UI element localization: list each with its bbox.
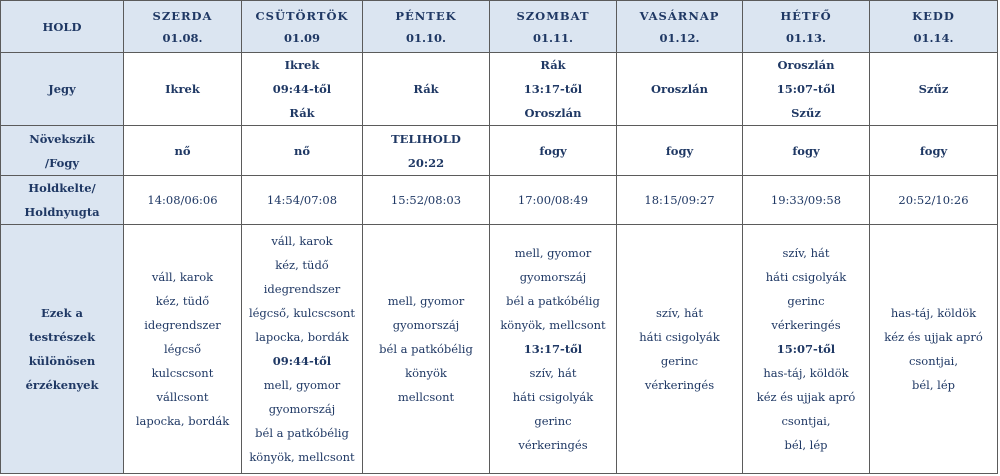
body-part-line: has-táj, köldök [763,366,849,381]
day-date: 01.11. [532,30,573,45]
body-part-line: légcső [163,342,202,357]
day-header [124,1,242,53]
body-part-line: gerinc [787,294,825,309]
day-name: HÉTFŐ [780,8,832,23]
cell-holdkelte: 14:08/06:06 [124,176,242,225]
cell-holdkelte: 15:52/08:03 [363,176,490,225]
body-part-line: csontjai, [781,414,831,429]
cell-novekszik: nő [124,126,242,176]
body-part-line: mell, gyomor [263,378,341,393]
body-part-line: mell, gyomor [514,246,592,261]
time-marker: 15:07-től [776,342,836,357]
body-part-line: kulcscsont [151,366,214,381]
body-part-line: bél a patkóbélig [506,294,600,309]
body-part-line: lapocka, bordák [135,414,230,429]
body-part-line: légcső, kulcscsont [248,306,356,321]
header-row [1,1,998,53]
body-part-line: vérkeringés [771,318,841,333]
body-part-line: váll, karok [151,270,214,285]
cell-jegy: Rák 13:17-től Oroszlán [490,53,617,126]
cell-novekszik: nő [242,126,363,176]
cell-novekszik: TELIHOLD 20:22 [363,126,490,176]
day-name: KEDD [912,8,955,23]
body-part-line: kéz, tüdő [155,294,210,309]
cell-testreszek [124,225,242,474]
row-label-jegy: Jegy [1,53,124,126]
body-part-line: vállcsont [156,390,209,405]
header-corner: HOLD [1,1,124,53]
body-part-line: szív, hát [529,366,577,381]
body-part-line: szív, hát [782,246,830,261]
day-date: 01.09 [283,30,320,45]
cell-holdkelte: 17:00/08:49 [490,176,617,225]
body-part-line: szív, hát [656,306,703,321]
body-part-line: könyök [405,366,447,381]
cell-novekszik: fogy [490,126,617,176]
body-part-line: bél a patkóbélig [379,342,473,357]
row-jegy [1,53,998,126]
day-name: PÉNTEK [395,8,457,23]
body-part-line: könyök, mellcsont [500,318,606,333]
body-part-line: mellcsont [397,390,455,405]
day-date: 01.08. [162,30,203,45]
body-part-line: mell, gyomor [387,294,465,309]
row-testreszek [1,225,998,474]
body-part-line: bél, lép [911,378,955,393]
cell-novekszik: fogy [870,126,998,176]
cell-novekszik: fogy [617,126,743,176]
day-header [870,1,998,53]
row-novekszik [1,126,998,176]
body-part-line: gerinc [534,414,572,429]
day-name: SZOMBAT [516,8,590,23]
day-header [242,1,363,53]
cell-novekszik: fogy [743,126,870,176]
row-label-testreszek: Ezek a testrészek különösen érzékenyek [1,225,124,474]
body-part-line: kéz és ujjak apró [884,330,983,345]
body-part-line: csontjai, [908,354,959,369]
cell-holdkelte: 14:54/07:08 [242,176,363,225]
cell-testreszek [490,225,617,474]
body-part-line: háti csigolyák [765,270,847,285]
body-part-line: idegrendszer [263,282,341,297]
row-label-novekszik: Növekszik /Fogy [1,126,124,176]
day-name: VASÁRNAP [639,8,720,23]
day-date: 01.12. [659,30,700,45]
day-name: SZERDA [152,8,213,23]
row-label-holdkelte: Holdkelte/ Holdnyugta [1,176,124,225]
body-part-line: gerinc [660,354,699,369]
day-date: 01.13. [785,30,826,45]
day-name: CSÜTÖRTÖK [255,8,349,23]
row-holdkelte [1,176,998,225]
cell-holdkelte: 19:33/09:58 [743,176,870,225]
body-part-line: vérkeringés [644,378,715,393]
cell-jegy: Oroszlán 15:07-től Szűz [743,53,870,126]
body-part-line: kéz és ujjak apró [756,390,856,405]
cell-holdkelte: 18:15/09:27 [617,176,743,225]
body-part-line: idegrendszer [144,318,221,333]
body-part-line: bél a patkóbélig [255,426,349,441]
body-part-line: váll, karok [271,234,333,249]
body-part-line: bél, lép [784,438,828,453]
cell-jegy: Rák [363,53,490,126]
body-part-line: has-táj, köldök [890,306,977,321]
cell-jegy: Oroszlán [617,53,743,126]
day-header [490,1,617,53]
body-part-line: gyomorszáj [519,270,587,285]
body-part-line: háti csigolyák [639,330,720,345]
cell-jegy: Ikrek [124,53,242,126]
day-header [363,1,490,53]
cell-jegy: Ikrek 09:44-től Rák [242,53,363,126]
body-part-line: könyök, mellcsont [249,450,355,465]
body-part-line: lapocka, bordák [255,330,349,345]
body-part-line: gyomorszáj [268,402,336,417]
body-part-line: vérkeringés [518,438,588,453]
day-header [617,1,743,53]
day-header [743,1,870,53]
time-marker: 09:44-től [272,354,332,369]
cell-testreszek [743,225,870,474]
cell-jegy: Szűz [870,53,998,126]
body-part-line: gyomorszáj [392,318,460,333]
cell-holdkelte: 20:52/10:26 [870,176,998,225]
day-date: 01.14. [913,30,954,45]
day-date: 01.10. [405,30,446,45]
body-part-line: kéz, tüdő [275,258,329,273]
cell-testreszek [242,225,363,474]
body-part-line: háti csigolyák [512,390,594,405]
cell-testreszek [870,225,998,474]
cell-testreszek [617,225,743,474]
cell-testreszek [363,225,490,474]
time-marker: 13:17-től [523,342,583,357]
